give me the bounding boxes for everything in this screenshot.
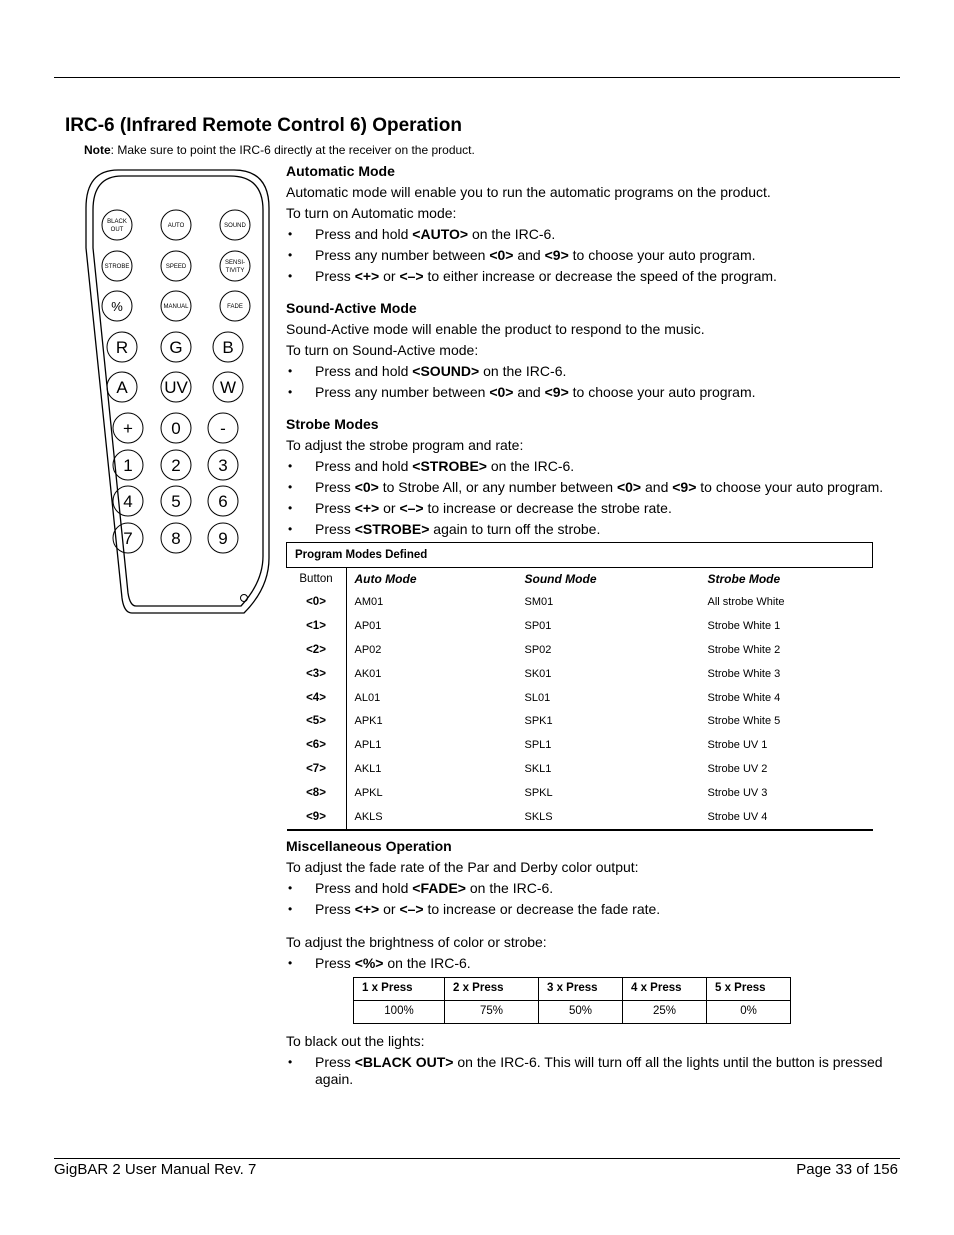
list-item: • Press <0> to Strobe All, or any number between <0> and <9> to choose your auto program. <box>286 475 896 496</box>
auto-label: AUTO <box>167 223 185 229</box>
misc-fade-steps <box>286 876 896 918</box>
table-title: Program Modes Defined <box>287 543 873 568</box>
blackout-steps <box>286 1050 896 1088</box>
column-header: Sound Mode <box>524 572 597 586</box>
num9-label: 9 <box>218 529 228 548</box>
list-item: • Press and hold <AUTO> on the IRC-6. <box>286 222 896 243</box>
black-out-label-1: BLACK <box>107 219 127 225</box>
zero-label: 0 <box>171 419 181 438</box>
footer-page-number: Page 33 of 156 <box>796 1161 898 1178</box>
num6-label: 6 <box>218 492 228 511</box>
strobe-label: STROBE <box>104 264 130 270</box>
fade-label: FADE <box>227 304 243 310</box>
table-row: <4> AL01 SL01 Strobe White 4 <box>287 686 873 710</box>
num3-label: 3 <box>218 456 228 475</box>
automatic-mode-lead: To turn on Automatic mode: <box>286 205 457 221</box>
column-header: 5 x Press <box>707 977 791 1000</box>
minus-label: - <box>220 419 226 438</box>
column-header: 1 x Press <box>354 977 445 1000</box>
plus-label: + <box>123 419 133 438</box>
sensitivity-label-2: TIVITY <box>225 268 245 274</box>
strobe-modes-lead: To adjust the strobe program and rate: <box>286 437 524 453</box>
b-label: B <box>222 338 234 357</box>
w-label: W <box>219 378 237 397</box>
list-item: • Press any number between <0> and <9> to choose your auto program. <box>286 243 896 264</box>
a-label: A <box>116 378 128 397</box>
header-rule <box>54 77 900 78</box>
sound-mode-heading: Sound-Active Mode <box>286 300 417 316</box>
table-row: <0> AM01 SM01 All strobe White <box>287 591 873 615</box>
num1-label: 1 <box>123 456 133 475</box>
brightness-table <box>353 977 791 1024</box>
strobe-modes-steps <box>286 454 896 538</box>
sound-mode-steps <box>286 359 896 401</box>
table-row: <1> AP01 SP01 Strobe White 1 <box>287 615 873 639</box>
misc-lead: To adjust the fade rate of the Par and Derby color output: <box>286 858 639 875</box>
list-item: • Press <+> or <–> to increase or decrease the fade rate. <box>286 897 896 918</box>
automatic-mode-intro: Automatic mode will enable you to run the automatic programs on the product. <box>286 184 771 200</box>
note <box>84 143 475 157</box>
sensitivity-label-1: SENSI- <box>224 260 246 266</box>
table-header-row <box>287 568 873 592</box>
num7-label: 7 <box>123 529 133 548</box>
num4-label: 4 <box>123 492 133 511</box>
column-header: 3 x Press <box>539 977 623 1000</box>
program-modes-table <box>286 542 873 831</box>
list-item: • Press <%> on the IRC-6. <box>286 951 896 972</box>
speed-label: SPEED <box>165 264 187 270</box>
sound-label: SOUND <box>224 223 246 229</box>
strobe-modes-heading: Strobe Modes <box>286 416 379 432</box>
table-row: <3> AK01 SK01 Strobe White 3 <box>287 662 873 686</box>
list-item: • Press and hold <STROBE> on the IRC-6. <box>286 454 896 475</box>
table-row: <6> APL1 SPL1 Strobe UV 1 <box>287 734 873 758</box>
black-out-label-2: OUT <box>110 227 124 233</box>
note-label: Note <box>84 143 111 157</box>
num5-label: 5 <box>171 492 181 511</box>
list-item: • Press <STROBE> again to turn off the strobe. <box>286 517 896 538</box>
column-header: Strobe Mode <box>707 572 781 586</box>
g-label: G <box>169 338 183 357</box>
list-item: • Press <BLACK OUT> on the IRC-6. This will turn off all the lights until the button is pressed again. <box>286 1050 896 1088</box>
table-row: 100% 75% 50% 25% 0% <box>354 1000 791 1023</box>
page-title: IRC-6 (Infrared Remote Control 6) Operation <box>65 115 462 136</box>
num8-label: 8 <box>171 529 181 548</box>
manual-label: MANUAL <box>163 304 189 310</box>
column-header: Auto Mode <box>354 572 417 586</box>
table-row: <9> AKLS SKLS Strobe UV 4 <box>287 805 873 830</box>
list-item: • Press <+> or <–> to either increase or decrease the speed of the program. <box>286 264 896 285</box>
footer-rule <box>54 1158 900 1159</box>
list-item: • Press <+> or <–> to increase or decrease the strobe rate. <box>286 496 896 517</box>
sound-mode-intro: Sound-Active mode will enable the product to respond to the music. <box>286 321 705 337</box>
footer-manual-title: GigBAR 2 User Manual Rev. 7 <box>54 1161 257 1178</box>
table-row: <5> APK1 SPK1 Strobe White 5 <box>287 710 873 734</box>
num2-label: 2 <box>171 456 181 475</box>
blackout-lead: To black out the lights: <box>286 1032 425 1049</box>
uv-label: UV <box>164 378 188 397</box>
column-header: 4 x Press <box>623 977 707 1000</box>
table-row: <2> AP02 SP02 Strobe White 2 <box>287 639 873 663</box>
instructions <box>286 163 896 1088</box>
automatic-mode-steps <box>286 222 896 285</box>
table-header-row <box>354 977 791 1000</box>
note-text: : Make sure to point the IRC-6 directly at the receiver on the product. <box>110 143 475 157</box>
r-label: R <box>115 338 129 357</box>
misc-heading: Miscellaneous Operation <box>286 837 452 854</box>
sound-mode-lead: To turn on Sound-Active mode: <box>286 342 479 358</box>
brightness-lead: To adjust the brightness of color or strobe: <box>286 933 547 950</box>
percent-label: % <box>111 299 123 314</box>
list-item: • Press and hold <FADE> on the IRC-6. <box>286 876 896 897</box>
automatic-mode-heading: Automatic Mode <box>286 163 395 179</box>
brightness-steps <box>286 951 896 972</box>
table-row: <8> APKL SPKL Strobe UV 3 <box>287 781 873 805</box>
list-item: • Press and hold <SOUND> on the IRC-6. <box>286 359 896 380</box>
list-item: • Press any number between <0> and <9> to choose your auto program. <box>286 380 896 401</box>
column-header: 2 x Press <box>445 977 539 1000</box>
remote-illustration <box>84 168 274 618</box>
table-row: <7> AKL1 SKL1 Strobe UV 2 <box>287 758 873 782</box>
column-header: Button <box>287 568 347 592</box>
